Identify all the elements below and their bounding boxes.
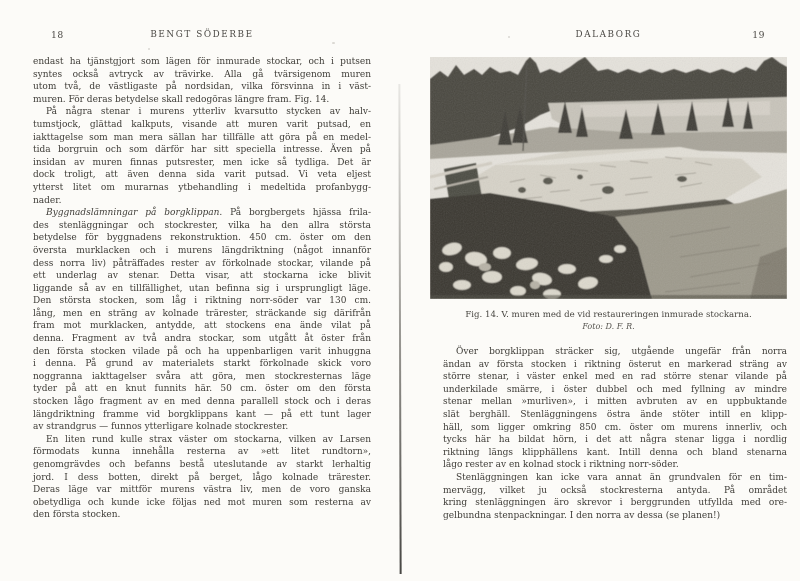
left-page — [33, 30, 371, 522]
text-line: jord. I dess botten, direkt på berget, lågo kolnade trärester. — [33, 472, 371, 483]
text-line: i denna. På grund av materialets starkt förkolnade skick voro — [33, 359, 371, 370]
text-line: ändan av första stocken i riktning österut en markerad sträng av — [443, 359, 787, 370]
right-page — [430, 30, 787, 522]
photo-grain-overlay — [430, 57, 787, 299]
figure-caption: Fig. 14. V. muren med de vid restaureringen inmurade stockarna. — [465, 310, 752, 320]
text-line: En liten rund kulle strax väster om stockarna, vilken av Larsen — [46, 434, 371, 445]
right-page-number: 19 — [752, 30, 765, 41]
text-line: betydelse för byggnadens rekonstruktion. 450 cm. öster om den — [33, 233, 371, 244]
text-line: underkilade smärre, i öster dubbel och med fyllning av mindre — [443, 384, 787, 395]
text-line: dock troligt, att även denna sida varit putsad. Vi veta eljest — [33, 170, 371, 181]
text-line: stenar mellan »murliven», i mitten avbruten av en uppbuktande — [443, 397, 787, 408]
text-line: syntes också avtryck av trävirke. Alla gå tvärsigenom muren — [33, 69, 371, 80]
text-line: den första stocken. — [33, 510, 121, 521]
text-line: insidan av muren finnas putsrester, men icke så tydliga. Det är — [33, 157, 371, 168]
text-line: stocken lågo fragment av en med denna parallell stock och i deras — [33, 397, 371, 408]
text-line: gelbundna stenpackningar. I den norra av dessa (se planen!) — [443, 510, 721, 521]
left-running-title: BENGT SÖDERBE — [150, 30, 254, 40]
text-line: utom två, de västligaste på nordsidan, vilka försvinna in i väst- — [33, 82, 371, 93]
right-page-body — [443, 346, 787, 522]
text-line: fram mot murklacken, antydde, att stockens ena ände vilat på — [33, 321, 371, 332]
text-line: tyder på att en knut funnits här. 50 cm. öster om den första — [33, 384, 371, 395]
text-line: större stenar, i väster enkel med en rad större stenar vilande på — [443, 372, 787, 383]
text-line: tycks här ha bildat hörn, i det att några stenar ligga i nordlig — [443, 435, 787, 446]
text-line: lång, men en sträng av kolnade trärester, sträckande sig därifrån — [33, 308, 371, 319]
text-line: tida borgruin och som därför har sitt speciella intresse. Även på — [33, 145, 371, 156]
text-line: Byggnadslämningar på borgklippan. På borgbergets hjässa frila- — [46, 208, 371, 219]
text-line: liggande så av en tillfällighet, utan befinna sig i ursprungligt läge. — [33, 283, 371, 294]
text-line: endast ha tjänstgjort som lägen för inmurade stockar, och i putsen — [33, 57, 371, 67]
text-line: av strandgrus — funnos ytterligare kolnade stockrester. — [33, 422, 289, 433]
gutter-fold-line — [398, 84, 401, 574]
right-page-header — [430, 30, 787, 43]
text-line: ett underlag av stenar. Detta visar, att stockarna icke blivit — [33, 271, 371, 282]
text-line: Över borgklippan sträcker sig, utgående ungefär från norra — [456, 347, 787, 357]
text-line: kring stenläggningen äro skrevor i berggrunden utfyllda med ore- — [443, 498, 787, 509]
text-line: obetydliga och kunde icke följas ned mot muren som resterna av — [33, 497, 371, 508]
right-running-title: DALABORG — [575, 30, 642, 40]
text-line: tumstjock, glättad kalkputs, visande att muren varit putsad, en — [33, 119, 371, 130]
text-line: förmodats kunna innehålla resterna av »ett litet rundtorn», — [33, 447, 371, 458]
text-line: Deras läge var mittför murens västra liv, men de voro ganska — [33, 485, 371, 496]
text-line: slät berghäll. Stenläggningens östra ände stöter intill en klipp- — [443, 409, 787, 420]
text-line: häll, som ligger omkring 850 cm. öster om murens innerliv, och — [443, 422, 787, 433]
text-line: Stenläggningen kan icke vara annat än grundvalen för en tim- — [456, 472, 787, 483]
text-line: denna. Fragment av två andra stockar, som utgått åt öster från — [33, 334, 371, 345]
left-page-header — [33, 30, 371, 43]
text-line: På några stenar i murens ytterliv kvarsutto stycken av halv- — [46, 107, 371, 118]
text-line: översta murklacken och i murens längdriktning (något innanför — [33, 245, 371, 256]
text-line: genomgrävdes och befanns bestå uteslutande av starkt lerhaltig — [33, 460, 371, 470]
text-line: riktning längs klipphällens kant. Intill denna och bland stenarna — [443, 447, 787, 458]
scan-speck — [508, 36, 510, 38]
text-line: lågo rester av en kolnad stock i riktning norr-söder. — [443, 460, 679, 471]
text-line: iakttagelse som man mera sällan har tillfälle att göra på en medel- — [33, 132, 371, 143]
left-page-number: 18 — [51, 30, 64, 41]
scan-speck — [148, 48, 150, 50]
text-line: den första stocken vilade på och ha uppenbarligen varit inhuggna — [33, 346, 371, 357]
text-line: noggranna iakttagelser svåra att göra, men stockresternas läge — [33, 371, 371, 382]
text-line: dess norra liv) påträffades rester av förkolnade stockar, vilande på — [33, 258, 371, 269]
figure-photo-credit: Foto: D. F. R. — [582, 322, 635, 331]
left-page-body — [33, 56, 371, 522]
text-line: Den största stocken, som låg i riktning norr-söder var 130 cm. — [33, 296, 371, 307]
text-line: des stenläggningar och stockrester, vilka ha den allra största — [33, 220, 371, 231]
text-line: mervägg, vilket ju också stockresterna antyda. På området — [443, 485, 787, 496]
ruin-photograph — [430, 57, 787, 299]
figure-14 — [430, 57, 787, 331]
text-line: muren. För deras betydelse skall redogöras längre fram. Fig. 14. — [33, 94, 330, 105]
text-line: längdriktning framme vid borgklippans kant — på ett tunt lager — [33, 409, 371, 420]
text-line: ytterst litet om murarnas ytbehandling i medeltida profanbygg- — [33, 182, 371, 193]
text-line: nader. — [33, 195, 62, 206]
scan-speck — [332, 42, 335, 44]
